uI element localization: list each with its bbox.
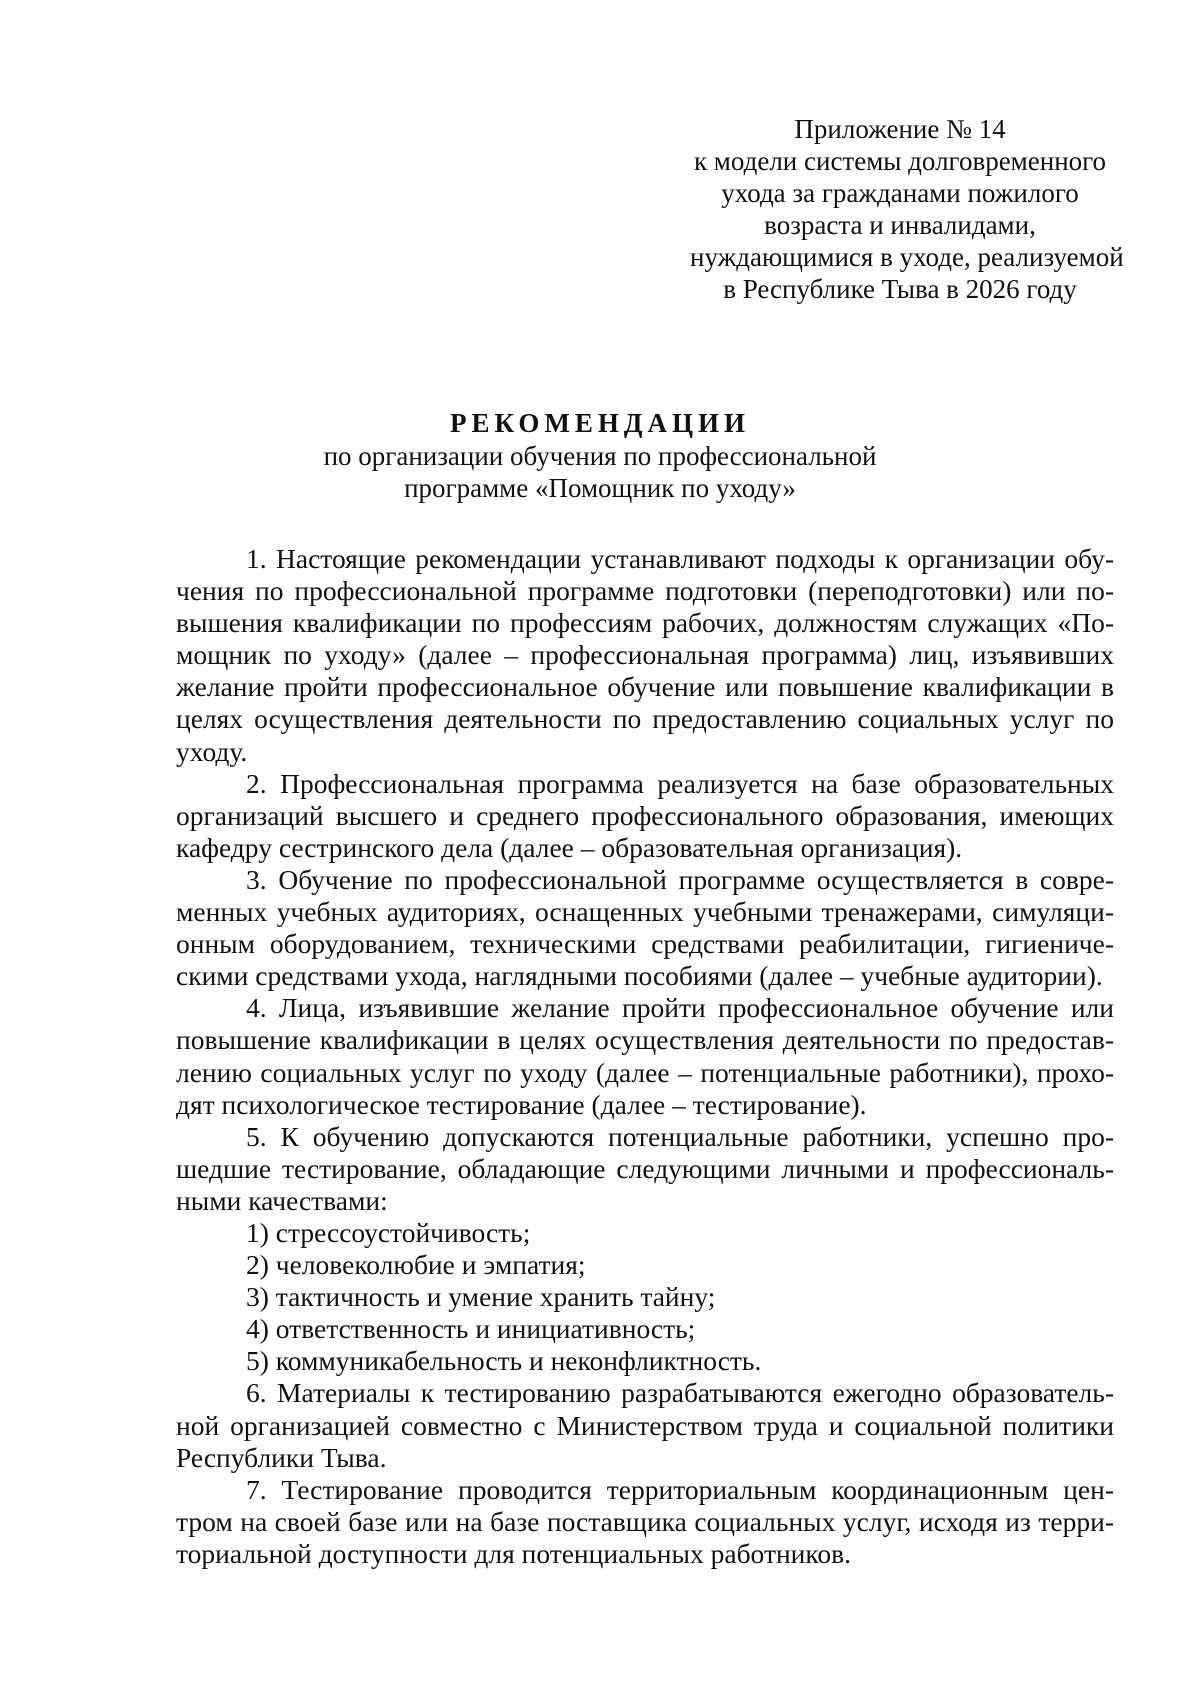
document-subtitle-line: по организации обучения по профессиональной	[323, 441, 877, 471]
appendix-header	[690, 113, 1124, 305]
quality-list-item: 3) тактичность и умение хранить тайну;	[246, 1281, 716, 1313]
appendix-line: Приложение № 14	[794, 114, 1006, 144]
appendix-line: в Республике Тыва в 2026 году	[723, 274, 1077, 304]
quality-list-item: 4) ответственность и инициативность;	[246, 1313, 696, 1345]
paragraph-1: 1. Настоящие рекомендации устанавливают подходы к организации обучения по профессиональной программе подготовки (переподготовки) или повышения квалификации по профессиям рабочих, должностям служащих «Помощник по уходу» (далее – профессиональная программа) лиц, изъявивших желание пройти профессиональное обучение или повышение квалификации в целях осуществления деятельности по предоставлению социальных услуг по уходу.	[176, 543, 1114, 767]
appendix-line: нуждающимися в уходе, реализуемой	[690, 242, 1124, 272]
paragraph-6: 6. Материалы к тестированию разрабатываются ежегодно образовательной организацией совместно с Министерством труда и социальной политики Республики Тыва.	[176, 1377, 1114, 1473]
paragraph-4: 4. Лица, изъявившие желание пройти профессиональное обучение или повышение квалификации в целях осуществления деятельности по предоставлению социальных услуг по уходу (далее – потенциальные работники), проходят психологическое тестирование (далее – тестирование).	[176, 992, 1114, 1120]
document-title: РЕКОМЕНДАЦИИ	[450, 408, 750, 438]
appendix-line: возраста и инвалидами,	[764, 210, 1036, 240]
document-subtitle-line: программе «Помощник по уходу»	[404, 473, 796, 503]
paragraph-5: 5. К обучению допускаются потенциальные работники, успешно прошедшие тестирование, обладающие следующими личными и профессиональными качествами:	[176, 1120, 1114, 1216]
paragraph-2: 2. Профессиональная программа реализуется на базе образовательных организаций высшего и среднего профессионального образования, имеющих кафедру сестринского дела (далее – образовательная организация).	[176, 767, 1114, 863]
quality-list-item: 5) коммуникабельность и неконфликтность.	[246, 1345, 762, 1377]
quality-list-item: 1) стрессоустойчивость;	[246, 1216, 531, 1248]
quality-list-item: 2) человеколюбие и эмпатия;	[246, 1249, 586, 1281]
appendix-line: ухода за гражданами пожилого	[721, 178, 1079, 208]
appendix-line: к модели системы долговременного	[693, 146, 1107, 176]
document-body	[176, 543, 1114, 1570]
title-block	[0, 406, 1200, 504]
paragraph-7: 7. Тестирование проводится территориальным координационным центром на своей базе или на базе поставщика социальных услуг, исходя из территориальной доступности для потенциальных работников.	[176, 1473, 1114, 1569]
paragraph-3: 3. Обучение по профессиональной программе осуществляется в современных учебных аудиториях, оснащенных учебными тренажерами, симуляционным оборудованием, техническими средствами реабилитации, гигиеническими средствами ухода, наглядными пособиями (далее – учебные аудитории).	[176, 863, 1114, 992]
